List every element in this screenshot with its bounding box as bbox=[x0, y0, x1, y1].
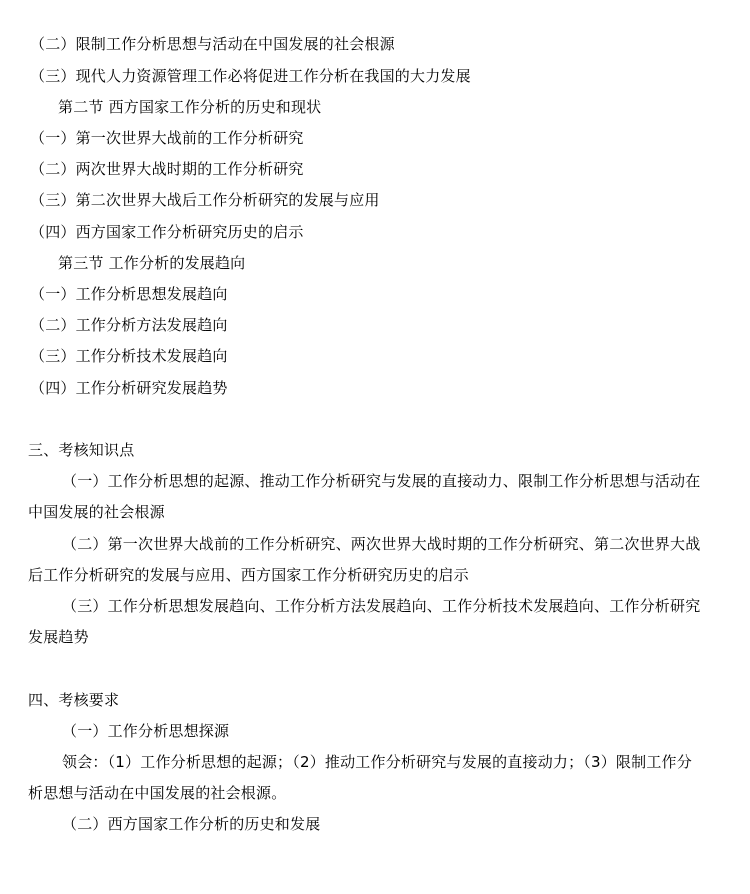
outline-item: （三）第二次世界大战后工作分析研究的发展与应用 bbox=[30, 191, 380, 209]
outline-item: （一）工作分析思想发展趋向 bbox=[30, 285, 228, 303]
outline-item: （一）第一次世界大战前的工作分析研究 bbox=[30, 129, 304, 147]
paragraph-line: 领会：（1）工作分析思想的起源；（2）推动工作分析研究与发展的直接动力；（3）限制工作分 bbox=[62, 753, 692, 771]
paragraph-line: 析思想与活动在中国发展的社会根源。 bbox=[28, 784, 287, 802]
requirements-heading: 四、考核要求 bbox=[28, 691, 120, 709]
requirement-item: （一）工作分析思想探源 bbox=[62, 722, 230, 740]
outline-item: （四）西方国家工作分析研究历史的启示 bbox=[30, 223, 304, 241]
section-title: 第二节 西方国家工作分析的历史和现状 bbox=[58, 98, 322, 116]
paragraph-line: 后工作分析研究的发展与应用、西方国家工作分析研究历史的启示 bbox=[28, 566, 469, 584]
section-title: 第三节 工作分析的发展趋向 bbox=[58, 254, 246, 272]
paragraph-line: （三）工作分析思想发展趋向、工作分析方法发展趋向、工作分析技术发展趋向、工作分析研究 bbox=[62, 597, 701, 615]
paragraph-line: （二）第一次世界大战前的工作分析研究、两次世界大战时期的工作分析研究、第二次世界大战 bbox=[62, 535, 701, 553]
paragraph-line: 中国发展的社会根源 bbox=[28, 503, 165, 521]
outline-item: （三）现代人力资源管理工作必将促进工作分析在我国的大力发展 bbox=[30, 67, 471, 85]
outline-item: （四）工作分析研究发展趋势 bbox=[30, 379, 228, 397]
paragraph-line: （一）工作分析思想的起源、推动工作分析研究与发展的直接动力、限制工作分析思想与活动在 bbox=[62, 472, 701, 490]
knowledge-heading: 三、考核知识点 bbox=[28, 441, 135, 459]
outline-item: （三）工作分析技术发展趋向 bbox=[30, 347, 228, 365]
outline-item: （二）工作分析方法发展趋向 bbox=[30, 316, 228, 334]
requirement-item: （二）西方国家工作分析的历史和发展 bbox=[62, 815, 321, 833]
outline-item: （二）限制工作分析思想与活动在中国发展的社会根源 bbox=[30, 35, 395, 53]
paragraph-line: 发展趋势 bbox=[28, 628, 89, 646]
outline-item: （二）两次世界大战时期的工作分析研究 bbox=[30, 160, 304, 178]
